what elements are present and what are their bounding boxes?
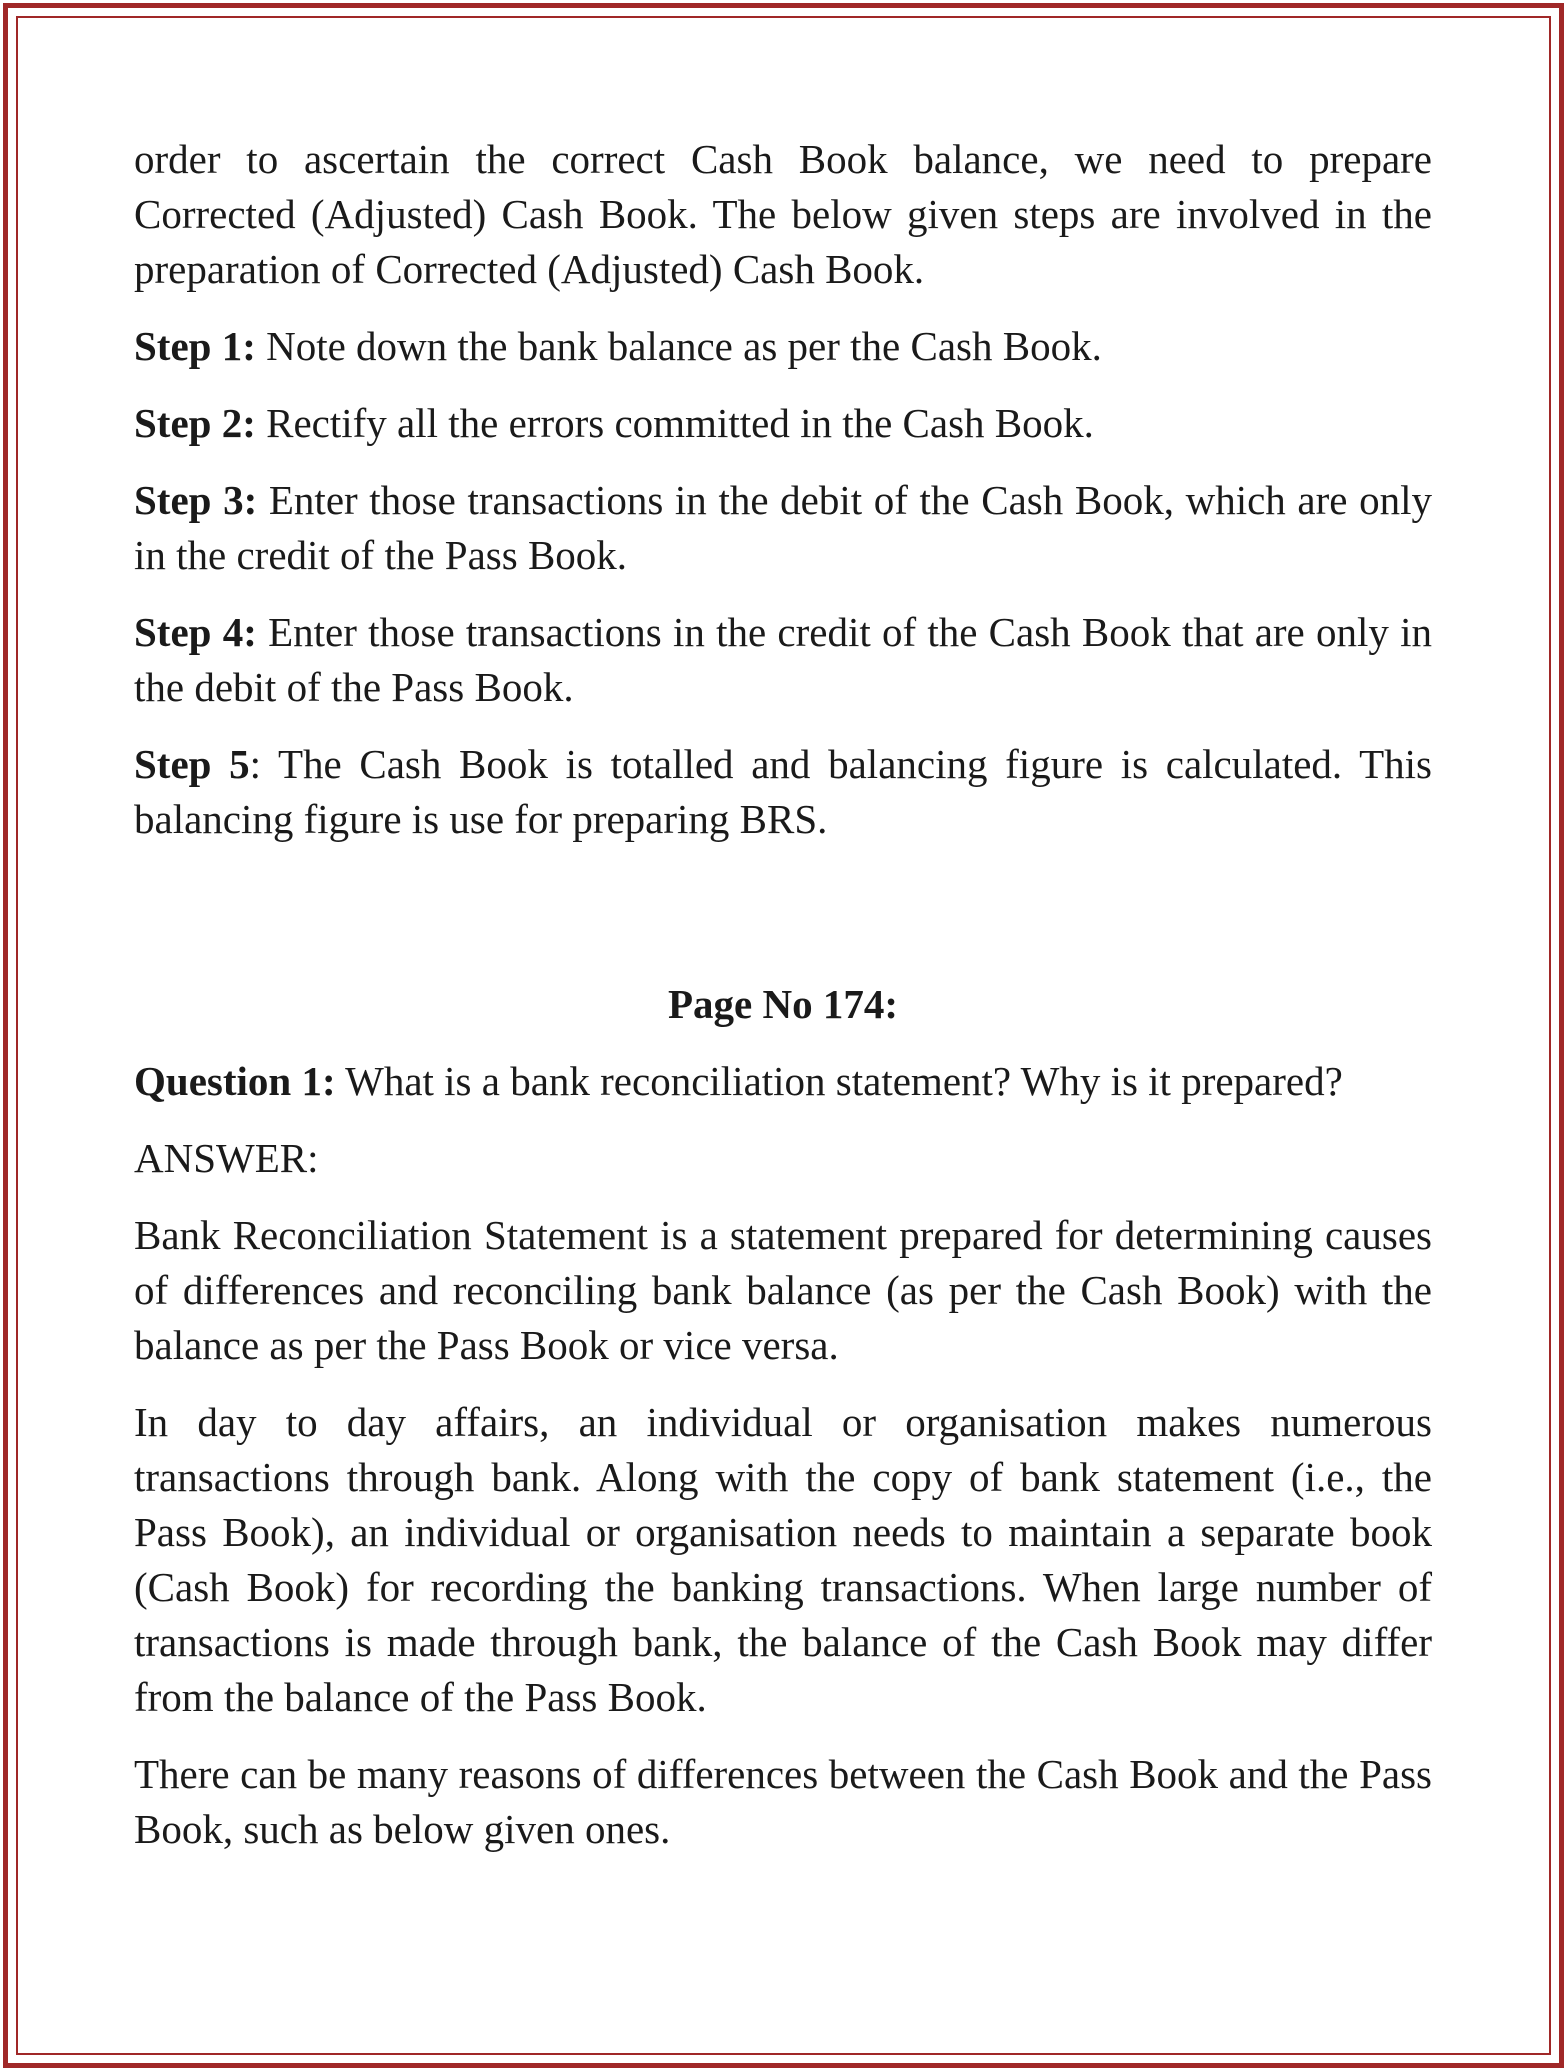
answer-paragraph-3: There can be many reasons of differences between the Cash Book and the Pass Book, such as below given ones. — [134, 1751, 1432, 1852]
question-1 — [134, 1054, 1432, 1109]
step-5-text: : The Cash Book is totalled and balancing figure is calculated. This balancing figure is use for preparing BRS. — [134, 741, 1432, 842]
step-1 — [134, 319, 1432, 374]
page-heading: Page No 174: — [667, 981, 898, 1027]
step-1-text: Note down the bank balance as per the Cash Book. — [255, 323, 1102, 369]
step-3-text: Enter those transactions in the debit of the Cash Book, which are only in the credit of the Pass Book. — [134, 477, 1433, 578]
step-5-label: Step 5 — [134, 741, 250, 787]
question-1-text: What is a bank reconciliation statement? Why is it prepared? — [335, 1058, 1343, 1104]
document-body — [134, 132, 1432, 1879]
answer-label: ANSWER: — [134, 1135, 319, 1181]
step-4 — [134, 605, 1432, 715]
answer-paragraph-2: In day to day affairs, an individual or organisation makes numerous transactions through bank. Along with the copy of bank statement (i.e., the Pass Book), an individual or organisation needs to maintain a separate book (Cash Book) for recording the banking transactions. When large number of transactions is made through bank, the balance of the Cash Book may differ from the balance of the Pass Book. — [134, 1399, 1432, 1720]
step-2-label: Step 2: — [134, 400, 256, 446]
step-1-label: Step 1: — [134, 323, 256, 369]
step-3-label: Step 3: — [134, 477, 258, 523]
question-1-label: Question 1: — [134, 1058, 336, 1104]
answer-paragraph-1: Bank Reconciliation Statement is a statement prepared for determining causes of differences and reconciling bank balance (as per the Cash Book) with the balance as per the Pass Book or vice versa. — [134, 1212, 1432, 1368]
step-4-text: Enter those transactions in the credit of the Cash Book that are only in the debit of the Pass Book. — [134, 609, 1432, 710]
step-4-label: Step 4: — [134, 609, 257, 655]
intro-paragraph: order to ascertain the correct Cash Book balance, we need to prepare Corrected (Adjusted) Cash Book. The below given steps are involved in the preparation of Corrected (Adjusted) Cash Book. — [134, 136, 1432, 292]
step-2 — [134, 396, 1432, 451]
step-5 — [134, 737, 1432, 847]
section-gap — [134, 869, 1432, 977]
step-3 — [134, 473, 1432, 583]
step-2-text: Rectify all the errors committed in the Cash Book. — [255, 400, 1094, 446]
